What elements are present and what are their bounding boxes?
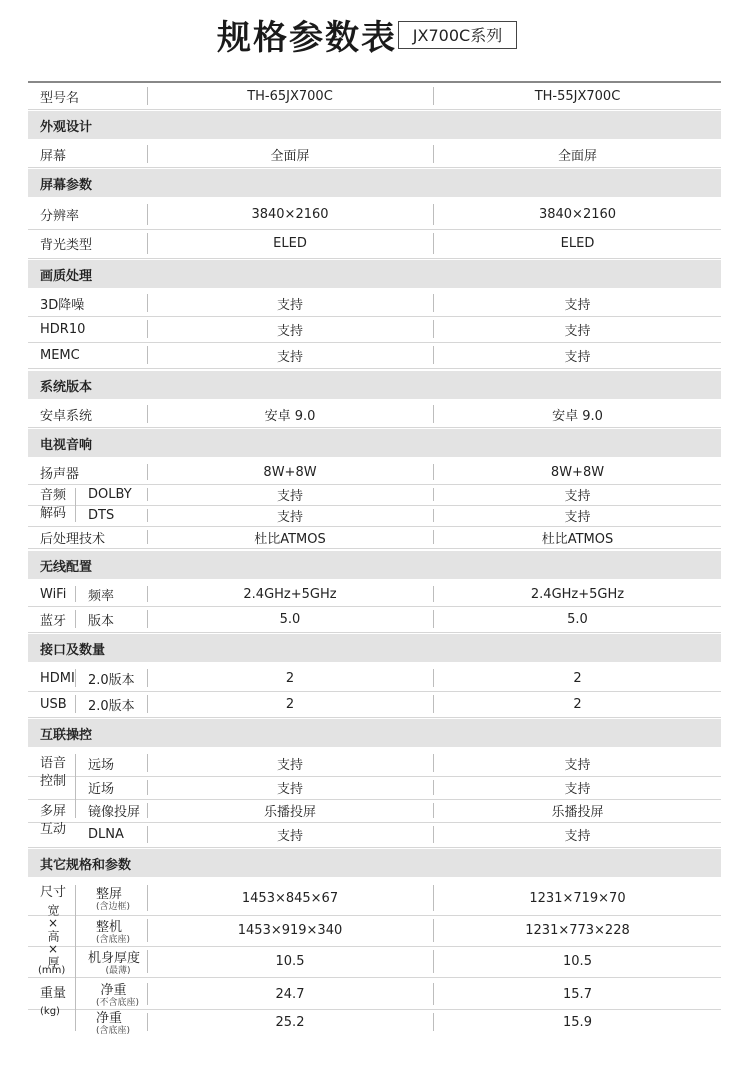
section-title: 系统版本 bbox=[40, 379, 93, 395]
section-title: 无线配置 bbox=[40, 559, 93, 575]
row-label bbox=[88, 979, 139, 1009]
row-sublabel: 频率 bbox=[88, 588, 115, 604]
value-col1: 5.0 bbox=[279, 611, 301, 627]
spec-table bbox=[28, 0, 721, 1070]
value-col1: 乐播投屏 bbox=[263, 805, 316, 820]
column-divider bbox=[147, 586, 148, 602]
weight-group-title: 重量 bbox=[40, 986, 67, 1001]
table-row-net1 bbox=[28, 979, 721, 1010]
section-title: 画质处理 bbox=[40, 268, 93, 284]
value-col2: 2 bbox=[573, 696, 582, 712]
column-divider bbox=[433, 530, 434, 544]
column-divider bbox=[433, 464, 434, 480]
value-col1: 支持 bbox=[276, 489, 303, 504]
column-divider bbox=[433, 294, 434, 312]
column-divider bbox=[433, 803, 434, 818]
row-label: 近场 bbox=[88, 782, 115, 797]
section-header-wireless bbox=[28, 551, 721, 579]
value-col2: 支持 bbox=[564, 297, 591, 313]
column-divider bbox=[147, 610, 148, 628]
value-col1: 10.5 bbox=[275, 954, 305, 969]
section-title: 互联操控 bbox=[40, 727, 93, 743]
section-header-system bbox=[28, 371, 721, 399]
value-col2: 10.5 bbox=[563, 954, 592, 969]
table-row-net2 bbox=[28, 1009, 721, 1035]
column-divider bbox=[147, 346, 148, 364]
row-label: 镜像投屏 bbox=[88, 805, 141, 820]
row-label: 蓝牙 bbox=[40, 613, 67, 629]
value-col1: 3840×2160 bbox=[251, 207, 329, 222]
value-col2: 安卓 9.0 bbox=[552, 408, 603, 424]
table-row-speaker bbox=[28, 460, 721, 485]
column-divider bbox=[433, 780, 434, 795]
row-label: 安卓系统 bbox=[40, 408, 93, 424]
value-col2: 支持 bbox=[564, 489, 591, 504]
column-divider bbox=[147, 204, 148, 225]
column-divider bbox=[433, 950, 434, 973]
value-col1: 安卓 9.0 bbox=[264, 408, 316, 424]
column-divider bbox=[147, 233, 148, 254]
column-divider bbox=[433, 233, 434, 254]
table-header-row bbox=[28, 83, 721, 110]
column-divider bbox=[433, 405, 434, 423]
column-divider bbox=[433, 346, 434, 364]
voice-control-group: 语音 控制 bbox=[40, 756, 67, 789]
section-header-appearance bbox=[28, 111, 721, 139]
section-header-screen bbox=[28, 169, 721, 197]
value-col1: 2.4GHz+5GHz bbox=[243, 586, 337, 602]
column-divider bbox=[147, 780, 148, 795]
table-row-memc bbox=[28, 342, 721, 369]
column-divider bbox=[147, 405, 148, 423]
row-label-note: (含底座) bbox=[96, 934, 131, 945]
group-divider bbox=[75, 754, 76, 818]
row-label: MEMC bbox=[40, 347, 80, 363]
table-row-mirror bbox=[28, 799, 721, 823]
column-divider bbox=[433, 586, 434, 602]
column-divider bbox=[147, 530, 148, 544]
column-divider bbox=[147, 885, 148, 911]
column-divider bbox=[433, 885, 434, 911]
row-label: USB bbox=[40, 696, 67, 712]
row-label-text: 整机 bbox=[96, 919, 123, 935]
value-col1: 8W+8W bbox=[263, 464, 317, 480]
model-col2: TH-55JX700C bbox=[534, 88, 621, 104]
value-col1: ELED bbox=[273, 236, 307, 251]
row-label: DLNA bbox=[88, 827, 124, 842]
column-divider bbox=[147, 509, 148, 522]
row-label-text: 净重 bbox=[96, 1011, 123, 1026]
size-group-sub: 宽×高×厚 bbox=[46, 904, 60, 968]
table-row-hdr bbox=[28, 316, 721, 343]
table-row-dlna bbox=[28, 822, 721, 848]
section-title: 屏幕参数 bbox=[40, 177, 93, 193]
column-divider bbox=[147, 695, 148, 713]
cell-divider bbox=[75, 695, 76, 713]
column-divider bbox=[433, 919, 434, 942]
column-divider bbox=[147, 464, 148, 480]
table-row-wifi bbox=[28, 582, 721, 607]
value-col1: 支持 bbox=[276, 349, 303, 365]
row-label: DTS bbox=[88, 508, 115, 523]
series-badge: JX700C系列 bbox=[398, 21, 517, 49]
value-col2: 支持 bbox=[564, 349, 591, 365]
column-divider bbox=[147, 87, 148, 105]
column-divider bbox=[147, 320, 148, 338]
value-col1: 1453×919×340 bbox=[237, 923, 343, 938]
model-label: 型号名 bbox=[40, 90, 80, 106]
row-label: 背光类型 bbox=[40, 238, 93, 253]
group-divider bbox=[75, 983, 76, 1031]
row-label-note: (含边框) bbox=[96, 902, 131, 912]
row-label-note: (最薄) bbox=[105, 965, 131, 976]
row-label-text: 机身厚度 bbox=[88, 950, 141, 966]
value-col1: 支持 bbox=[276, 757, 303, 773]
page-title: 规格参数表 bbox=[217, 18, 397, 58]
section-header-picture bbox=[28, 260, 721, 288]
column-divider bbox=[147, 919, 148, 942]
value-col1: 24.7 bbox=[275, 986, 305, 1002]
row-label-note: (不含底座) bbox=[96, 998, 140, 1008]
table-row-backlight bbox=[28, 229, 721, 259]
column-divider bbox=[147, 669, 148, 687]
value-col2: 1231×719×70 bbox=[529, 890, 626, 906]
row-label: WiFi bbox=[40, 586, 67, 602]
column-divider bbox=[433, 145, 434, 163]
table-row-android bbox=[28, 401, 721, 428]
value-col2: 支持 bbox=[564, 323, 591, 339]
value-col2: 2 bbox=[573, 670, 582, 686]
value-col2: 杜比ATMOS bbox=[541, 531, 614, 547]
column-divider bbox=[433, 488, 434, 501]
column-divider bbox=[147, 294, 148, 312]
row-label: 扬声器 bbox=[40, 466, 80, 482]
table-row-usb bbox=[28, 691, 721, 718]
row-label: HDMI bbox=[40, 670, 75, 686]
row-label bbox=[88, 946, 140, 977]
row-label bbox=[88, 881, 130, 915]
column-divider bbox=[433, 754, 434, 772]
value-col2: ELED bbox=[560, 236, 595, 251]
table-row-dnr bbox=[28, 290, 721, 317]
value-col2: 15.9 bbox=[563, 1014, 592, 1030]
value-col1: 支持 bbox=[276, 829, 303, 844]
table-row-dts bbox=[28, 505, 721, 527]
value-col2: 支持 bbox=[564, 782, 591, 797]
size-group-title: 尺寸 bbox=[40, 885, 67, 900]
value-col1: 2 bbox=[285, 696, 295, 712]
row-sublabel: 版本 bbox=[88, 613, 115, 629]
column-divider bbox=[433, 669, 434, 687]
table-row-post bbox=[28, 526, 721, 549]
value-col1: 1453×845×67 bbox=[241, 890, 339, 906]
section-title: 电视音响 bbox=[40, 437, 93, 453]
cell-divider bbox=[75, 669, 76, 687]
section-header-ports bbox=[28, 634, 721, 662]
column-divider bbox=[433, 983, 434, 1005]
value-col1: 支持 bbox=[276, 323, 303, 339]
column-divider bbox=[433, 610, 434, 628]
section-header-other bbox=[28, 849, 721, 877]
value-col1: 25.2 bbox=[275, 1014, 305, 1030]
value-col2: 2.4GHz+5GHz bbox=[530, 586, 625, 602]
column-divider bbox=[147, 488, 148, 501]
column-divider bbox=[433, 826, 434, 843]
column-divider bbox=[433, 509, 434, 522]
table-row-near bbox=[28, 776, 721, 800]
column-divider bbox=[433, 1013, 434, 1031]
row-label bbox=[88, 1009, 130, 1035]
row-sublabel: 2.0版本 bbox=[88, 698, 135, 714]
cell-divider bbox=[75, 610, 76, 628]
table-row-screen_type bbox=[28, 141, 721, 168]
value-col1: 2 bbox=[285, 670, 295, 686]
column-divider bbox=[433, 204, 434, 225]
row-sublabel: 2.0版本 bbox=[88, 672, 135, 688]
column-divider bbox=[147, 1013, 148, 1031]
row-label bbox=[88, 915, 130, 946]
row-label-text: 整屏 bbox=[96, 887, 123, 902]
section-title: 接口及数量 bbox=[40, 642, 106, 658]
value-col2: 支持 bbox=[564, 757, 591, 773]
value-col2: 15.7 bbox=[563, 986, 592, 1002]
row-label: 后处理技术 bbox=[40, 531, 106, 547]
row-label: 分辨率 bbox=[40, 209, 80, 224]
table-row-thickness bbox=[28, 946, 721, 978]
column-divider bbox=[147, 803, 148, 818]
section-title: 其它规格和参数 bbox=[40, 857, 132, 873]
value-col2: 支持 bbox=[564, 510, 591, 525]
value-col2: 全面屏 bbox=[557, 148, 597, 164]
section-header-audio bbox=[28, 429, 721, 457]
value-col1: 杜比ATMOS bbox=[254, 531, 326, 547]
value-col2: 乐播投屏 bbox=[551, 805, 604, 820]
column-divider bbox=[147, 983, 148, 1005]
row-label: 屏幕 bbox=[40, 148, 67, 164]
value-col2: 5.0 bbox=[567, 611, 588, 627]
column-divider bbox=[433, 87, 434, 105]
column-divider bbox=[433, 320, 434, 338]
table-row-far bbox=[28, 750, 721, 777]
group-divider bbox=[75, 488, 76, 522]
value-col1: 支持 bbox=[276, 297, 303, 313]
table-row-hdmi bbox=[28, 665, 721, 692]
row-label-note: (含底座) bbox=[96, 1026, 131, 1036]
section-title: 外观设计 bbox=[40, 119, 93, 135]
value-col1: 全面屏 bbox=[270, 148, 310, 164]
row-label-text: 净重 bbox=[100, 983, 127, 998]
table-row-whole_screen bbox=[28, 881, 721, 916]
column-divider bbox=[433, 695, 434, 713]
column-divider bbox=[147, 826, 148, 843]
row-label: HDR10 bbox=[40, 321, 86, 337]
section-header-interact bbox=[28, 719, 721, 747]
weight-group-unit: (kg) bbox=[40, 1006, 60, 1017]
value-col2: 支持 bbox=[564, 829, 591, 844]
audio-decode-group: 音频 解码 bbox=[40, 488, 67, 521]
row-label: 3D降噪 bbox=[40, 297, 85, 313]
column-divider bbox=[147, 145, 148, 163]
column-divider bbox=[147, 754, 148, 772]
row-label: DOLBY bbox=[88, 487, 132, 502]
table-row-resolution bbox=[28, 200, 721, 230]
multi-screen-group: 多屏 互动 bbox=[40, 804, 67, 837]
column-divider bbox=[147, 950, 148, 973]
table-row-dolby bbox=[28, 484, 721, 506]
row-label: 远场 bbox=[88, 757, 115, 773]
value-col2: 3840×2160 bbox=[538, 207, 617, 222]
value-col2: 1231×773×228 bbox=[525, 923, 630, 938]
model-col1: TH-65JX700C bbox=[247, 88, 333, 104]
value-col2: 8W+8W bbox=[550, 464, 605, 480]
table-row-bt bbox=[28, 606, 721, 633]
value-col1: 支持 bbox=[276, 510, 303, 525]
value-col1: 支持 bbox=[276, 782, 303, 797]
cell-divider bbox=[75, 586, 76, 602]
size-group-unit: (mm) bbox=[38, 965, 66, 976]
table-row-whole_unit bbox=[28, 915, 721, 947]
